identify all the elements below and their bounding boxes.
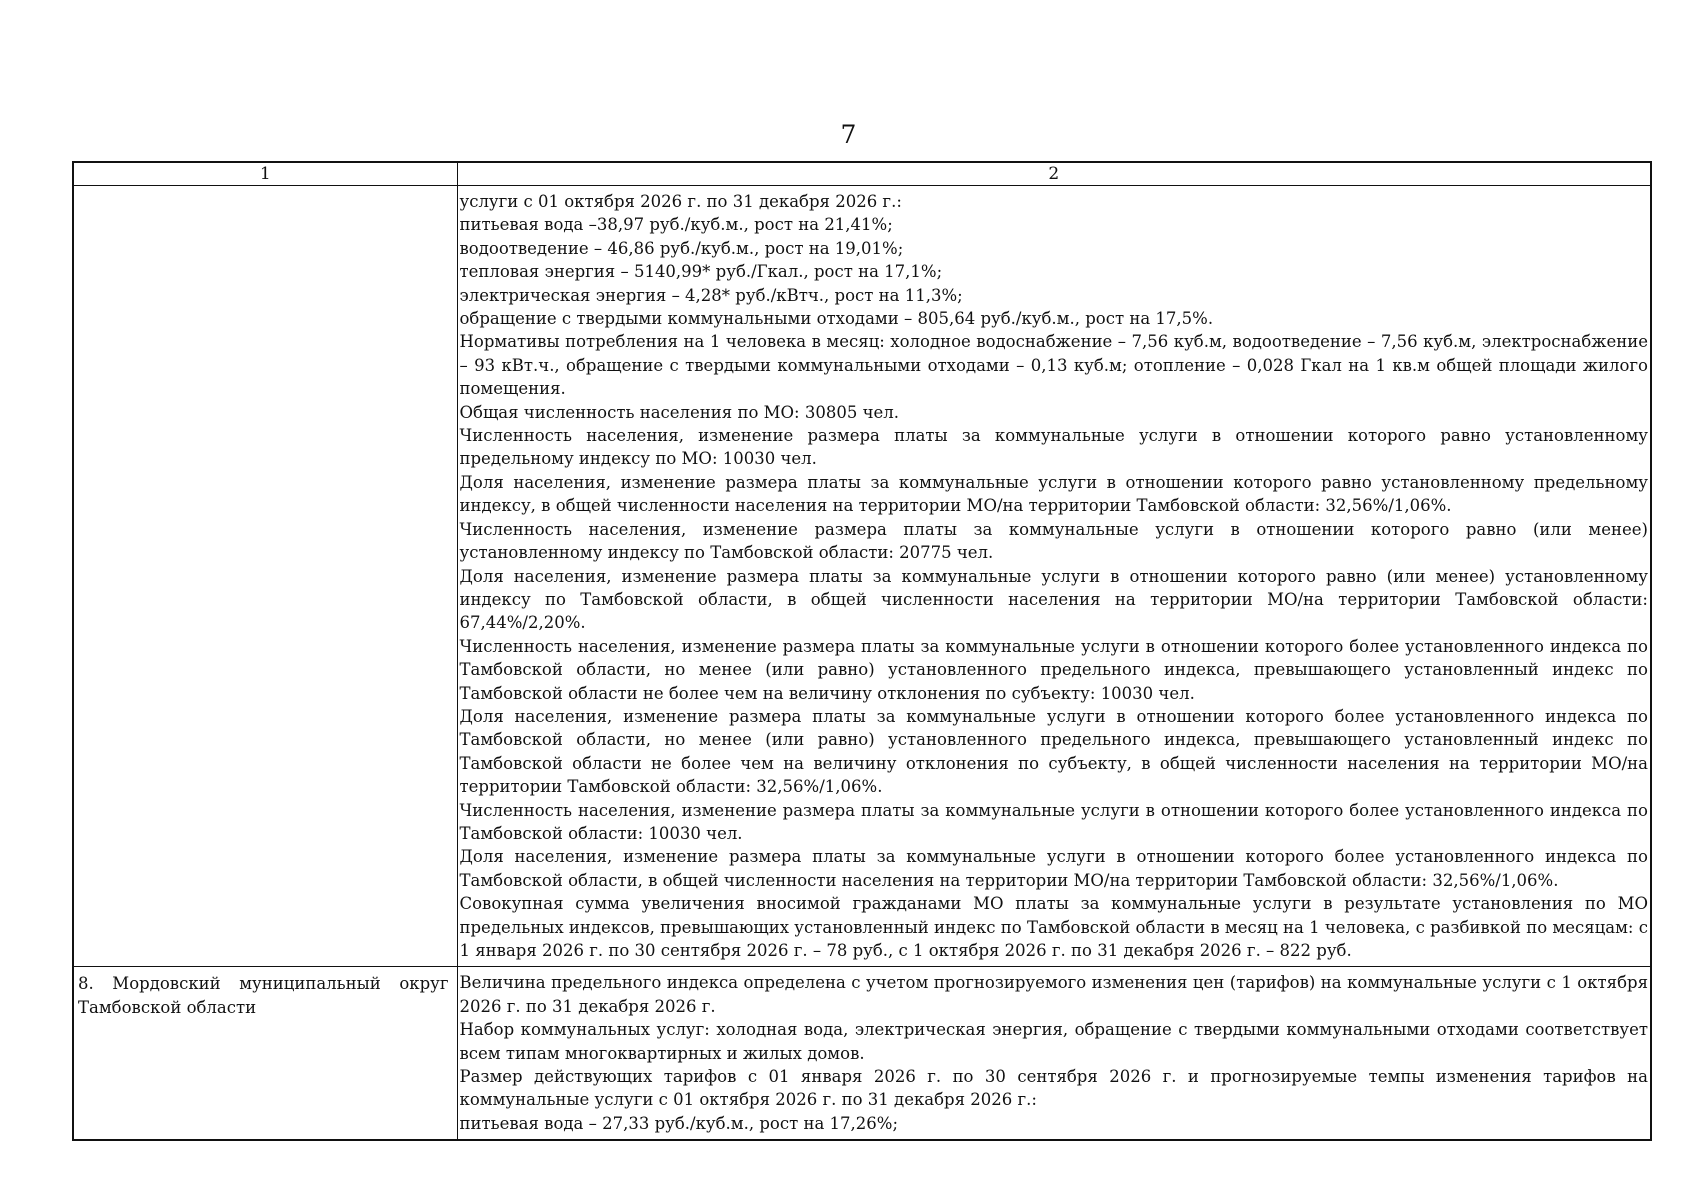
paragraph: услуги с 01 октября 2026 г. по 31 декабря 2026 г.: bbox=[459, 192, 902, 211]
municipality-cell bbox=[73, 186, 457, 967]
paragraph: Численность населения, изменение размера платы за коммунальные услуги в отношении которого равно установленному предельному индексу по МО: 10030 чел. bbox=[459, 426, 1648, 469]
municipality-cell: 8. Мордовский муниципальный округ Тамбовской области bbox=[73, 967, 457, 1140]
paragraph: питьевая вода –38,97 руб./куб.м., рост на 21,41%; bbox=[459, 215, 893, 235]
details-cell bbox=[457, 967, 1651, 1140]
paragraph: Доля населения, изменение размера платы за коммунальные услуги в отношении которого более установленного индекса по Тамбовской области, в общей численности населения на территории МО/на территории Тамбовской области: 32,56%/1,06%. bbox=[459, 847, 1648, 890]
details-cell bbox=[457, 186, 1651, 967]
page-number: 7 bbox=[840, 120, 857, 149]
paragraph: водоотведение – 46,86 руб./куб.м., рост на 19,01%; bbox=[459, 238, 904, 258]
tariff-table bbox=[72, 161, 1652, 1141]
paragraph: обращение с твердыми коммунальными отходами – 805,64 руб./куб.м., рост на 17,5%. bbox=[459, 309, 1214, 329]
paragraph: питьевая вода – 27,33 руб./куб.м., рост на 17,26%; bbox=[459, 1113, 899, 1133]
paragraph: Размер действующих тарифов с 01 января 2026 г. по 30 сентября 2026 г. и прогнозируемые темпы изменения тарифов на коммунальные услуги с 01 октября 2026 г. по 31 декабря 2026 г.: bbox=[459, 1067, 1648, 1110]
paragraph: электрическая энергия – 4,28* руб./кВтч., рост на 11,3%; bbox=[459, 285, 963, 305]
column-header: 1 bbox=[73, 162, 457, 186]
paragraph: Совокупная сумма увеличения вносимой гражданами МО платы за коммунальные услуги в результате установления по МО предельных индексов, превышающих установленный индекс по Тамбовской области в месяц на 1 человека, с разбивкой по месяцам: с 1 января 2026 г. по 30 сентября 2026 г. – 78 руб., с 1 октября 2026 г. по 31 декабря 2026 г. – 822 руб. bbox=[459, 894, 1648, 960]
paragraph: Доля населения, изменение размера платы за коммунальные услуги в отношении которого равно (или менее) установленному индексу по Тамбовской области, в общей численности населения на территории МО/на территории Тамбовской области: 67,44%/2,20%. bbox=[459, 566, 1648, 633]
table-header-row bbox=[73, 162, 1651, 186]
paragraph: Величина предельного индекса определена с учетом прогнозируемого изменения цен (тарифов) на коммунальные услуги с 1 октября 2026 г. по 31 декабря 2026 г. bbox=[459, 973, 1648, 1016]
paragraph: Доля населения, изменение размера платы за коммунальные услуги в отношении которого более установленного индекса по Тамбовской области, но менее (или равно) установленного предельного индекса, превышающего установленный индекс по Тамбовской области не более чем на величину отклонения по субъекту, в общей численности населения на территории МО/на территории Тамбовской области: 32,56%/1,06%. bbox=[459, 706, 1648, 797]
paragraph: Численность населения, изменение размера платы за коммунальные услуги в отношении которого более установленного индекса по Тамбовской области, но менее (или равно) установленного предельного индекса, превышающего установленный индекс по Тамбовской области не более чем на величину отклонения по субъекту: 10030 чел. bbox=[459, 636, 1648, 703]
paragraph: тепловая энергия – 5140,99* руб./Гкал., рост на 17,1%; bbox=[459, 262, 943, 282]
paragraph: Доля населения, изменение размера платы за коммунальные услуги в отношении которого равно установленному предельному индексу, в общей численности населения на территории МО/на территории Тамбовской области: 32,56%/1,06%. bbox=[459, 472, 1648, 516]
paragraph: Численность населения, изменение размера платы за коммунальные услуги в отношении которого более установленного индекса по Тамбовской области: 10030 чел. bbox=[459, 800, 1648, 843]
column-header: 2 bbox=[457, 162, 1651, 186]
table-row bbox=[73, 967, 1651, 1140]
paragraph: Набор коммунальных услуг: холодная вода, электрическая энергия, обращение с твердыми коммунальными отходами соответствует всем типам многоквартирных и жилых домов. bbox=[459, 1020, 1648, 1063]
paragraph: Общая численность населения по МО: 30805 чел. bbox=[459, 402, 899, 422]
paragraph: Численность населения, изменение размера платы за коммунальные услуги в отношении которого равно (или менее) установленному индексу по Тамбовской области: 20775 чел. bbox=[459, 519, 1648, 563]
paragraph: Нормативы потребления на 1 человека в месяц: холодное водоснабжение – 7,56 куб.м, водоотведение – 7,56 куб.м, электроснабжение – 93 кВт.ч., обращение с твердыми коммунальными отходами – 0,13 куб.м; отопление – 0,028 Гкал на 1 кв.м общей площади жилого помещения. bbox=[459, 332, 1648, 399]
table-row bbox=[73, 186, 1651, 967]
